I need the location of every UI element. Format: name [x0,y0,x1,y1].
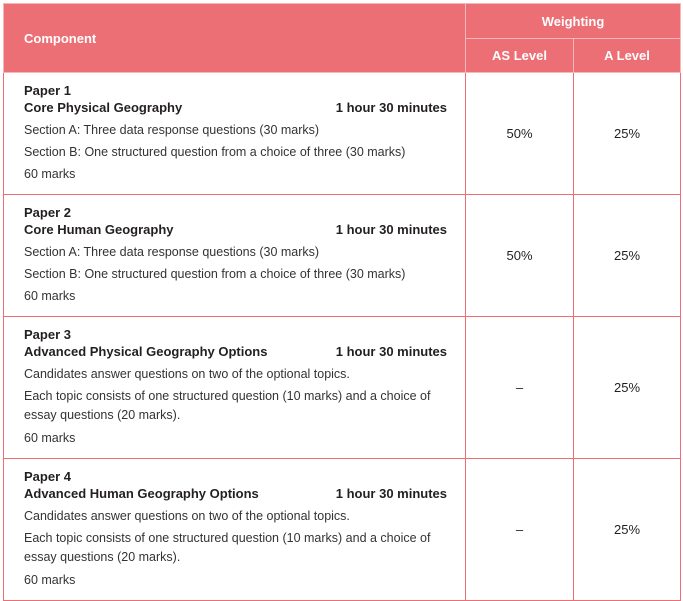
paper-line: Each topic consists of one structured question (10 marks) and a choice of essay questions (20 marks). [24,531,431,564]
paper-line: Section B: One structured question from a choice of three (30 marks) [24,145,406,159]
paper-description [4,317,466,459]
header-a-level: A Level [574,39,681,73]
paper-line: Section B: One structured question from a choice of three (30 marks) [24,267,406,281]
a-level-value: 25% [574,317,681,459]
paper-duration: 1 hour 30 minutes [335,222,447,237]
a-level-value: 25% [574,459,681,601]
assessment-table [3,3,681,601]
paper-marks: 60 marks [24,289,76,303]
paper-label: Paper 4 [24,469,71,484]
paper-duration: 1 hour 30 minutes [335,344,447,359]
header-weighting: Weighting [466,4,681,39]
paper-label: Paper 2 [24,205,71,220]
as-level-value: 50% [466,195,574,317]
paper-title: Advanced Human Geography Options [24,486,259,501]
paper-title: Core Physical Geography [24,100,183,115]
as-level-value: 50% [466,73,574,195]
paper-description [4,73,466,195]
paper-marks: 60 marks [24,431,76,445]
paper-marks: 60 marks [24,573,76,587]
paper-marks: 60 marks [24,167,76,181]
paper-duration: 1 hour 30 minutes [335,486,447,501]
header-as-level: AS Level [466,39,574,73]
table-row [4,73,681,195]
table-row [4,195,681,317]
as-level-value: – [466,317,574,459]
paper-line: Section A: Three data response questions (30 marks) [24,123,320,137]
paper-line: Section A: Three data response questions (30 marks) [24,245,320,259]
assessment-table-wrapper [3,3,680,601]
paper-description [4,195,466,317]
paper-description [4,459,466,601]
table-row [4,317,681,459]
paper-line: Candidates answer questions on two of the optional topics. [24,509,350,523]
paper-title: Advanced Physical Geography Options [24,344,268,359]
paper-label: Paper 1 [24,83,71,98]
table-row [4,459,681,601]
as-level-value: – [466,459,574,601]
paper-title: Core Human Geography [24,222,174,237]
paper-duration: 1 hour 30 minutes [335,100,447,115]
a-level-value: 25% [574,73,681,195]
header-component: Component [4,4,466,73]
a-level-value: 25% [574,195,681,317]
paper-label: Paper 3 [24,327,71,342]
paper-line: Candidates answer questions on two of the optional topics. [24,367,350,381]
paper-line: Each topic consists of one structured question (10 marks) and a choice of essay questions (20 marks). [24,389,431,422]
